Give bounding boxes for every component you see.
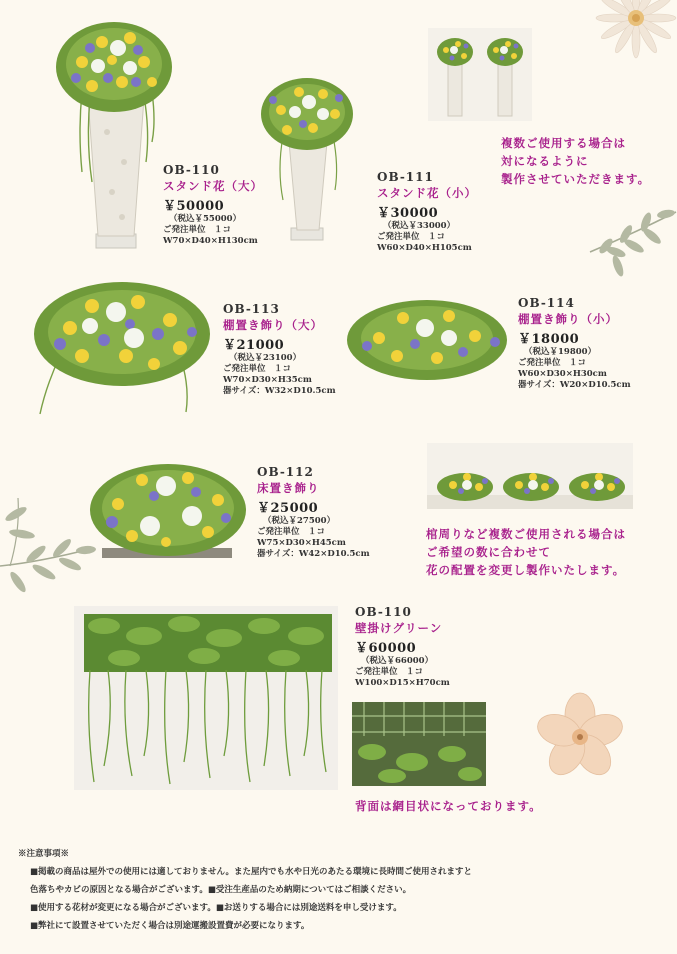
- product-name: 棚置き飾り（大）: [223, 318, 323, 332]
- product-ob-114: [518, 296, 631, 391]
- pair-usage-note: 複数ご使用する場合は 対になるように 製作させていただきます。: [501, 136, 651, 186]
- daisy-decoration-top-right: [592, 0, 677, 60]
- order-unit: ご発注単位 １コ: [355, 667, 424, 677]
- product-price: ￥25000: [257, 501, 319, 516]
- product-code: OB-110: [355, 605, 412, 619]
- product-size: W60×D40×H105cm: [377, 243, 472, 253]
- product-code: OB-111: [377, 170, 434, 184]
- caution-line: 色落ちやカビの原因となる場合がございます。■受注生産品のため納期についてはご相談ください。: [30, 885, 412, 895]
- product-price: ￥30000: [377, 206, 439, 221]
- leaf-sprig-decoration-left: [0, 492, 96, 602]
- caution-line: ■掲載の商品は屋外での使用には適しておりません。また屋内でも水や日光のあたる環境に長時間ご使用されますと: [30, 867, 473, 877]
- multiple-arrangement-photo: [427, 443, 633, 509]
- floor-arrangement-photo: [88, 456, 248, 570]
- product-ob-112: [257, 465, 370, 560]
- product-size: W70×D30×H35cm: [223, 375, 312, 385]
- order-unit: ご発注単位 １コ: [223, 364, 292, 374]
- price-tax-in: （税込￥33000）: [383, 221, 456, 231]
- price-tax-in: （税込￥23100）: [229, 353, 302, 363]
- product-price: ￥21000: [223, 338, 285, 353]
- product-size: W60×D30×H30cm: [518, 369, 607, 379]
- product-name: スタンド花（小）: [377, 186, 477, 200]
- product-code: OB-114: [518, 296, 575, 310]
- product-size: W70×D40×H130cm: [163, 236, 258, 246]
- order-unit: ご発注単位 １コ: [257, 527, 326, 537]
- stand-flower-small-photo: [255, 70, 355, 242]
- leaf-sprig-decoration-right: [588, 200, 677, 285]
- product-size: W100×D15×H70cm: [355, 678, 450, 688]
- caution-heading: ※注意事項※: [18, 849, 70, 859]
- stand-flower-large-photo: [52, 12, 172, 250]
- product-name: 棚置き飾り（小）: [518, 312, 618, 326]
- product-ob-111-small: [377, 170, 477, 254]
- product-name: 壁掛けグリーン: [355, 621, 443, 635]
- wall-green-photo: [74, 606, 338, 790]
- price-tax-in: （税込￥27500）: [263, 516, 336, 526]
- product-ob-110-wall-green: [355, 605, 450, 689]
- peach-flower-decoration: [531, 692, 629, 782]
- product-code: OB-113: [223, 302, 280, 316]
- caution-notes: [18, 845, 663, 935]
- net-back-note: 背面は網目状になっております。: [355, 799, 542, 813]
- base-size: 器サイズ：W32×D10.5cm: [223, 386, 336, 396]
- product-price: ￥50000: [163, 199, 225, 214]
- product-code: OB-110: [163, 163, 220, 177]
- order-unit: ご発注単位 １コ: [518, 358, 587, 368]
- pair-stand-photo: [428, 28, 532, 121]
- product-price: ￥18000: [518, 332, 580, 347]
- price-tax-in: （税込￥55000）: [169, 214, 242, 224]
- order-unit: ご発注単位 １コ: [163, 225, 232, 235]
- price-tax-in: （税込￥19800）: [524, 347, 597, 357]
- order-unit: ご発注単位 １コ: [377, 232, 446, 242]
- product-ob-113: [223, 302, 336, 397]
- net-back-photo: [352, 702, 486, 786]
- product-name: 床置き飾り: [257, 481, 320, 495]
- shelf-arrangement-large-photo: [30, 276, 216, 418]
- shelf-arrangement-small-photo: [345, 290, 511, 396]
- product-code: OB-112: [257, 465, 314, 479]
- product-name: スタンド花（大）: [163, 179, 263, 193]
- product-price: ￥60000: [355, 641, 417, 656]
- multiple-usage-note: 棺周りなど複数ご使用される場合は ご希望の数に合わせて 花の配置を変更し製作いたします。: [426, 527, 626, 577]
- price-tax-in: （税込￥66000）: [361, 656, 434, 666]
- caution-line: ■使用する花材が変更になる場合がございます。■お送りする場合には別途送料を申し受けます。: [30, 903, 402, 913]
- product-size: W75×D30×H45cm: [257, 538, 346, 548]
- caution-line: ■弊社にて設置させていただく場合は別途運搬設置費が必要になります。: [30, 921, 310, 931]
- product-ob-110-large: [163, 163, 263, 247]
- base-size: 器サイズ：W20×D10.5cm: [518, 380, 631, 390]
- base-size: 器サイズ：W42×D10.5cm: [257, 549, 370, 559]
